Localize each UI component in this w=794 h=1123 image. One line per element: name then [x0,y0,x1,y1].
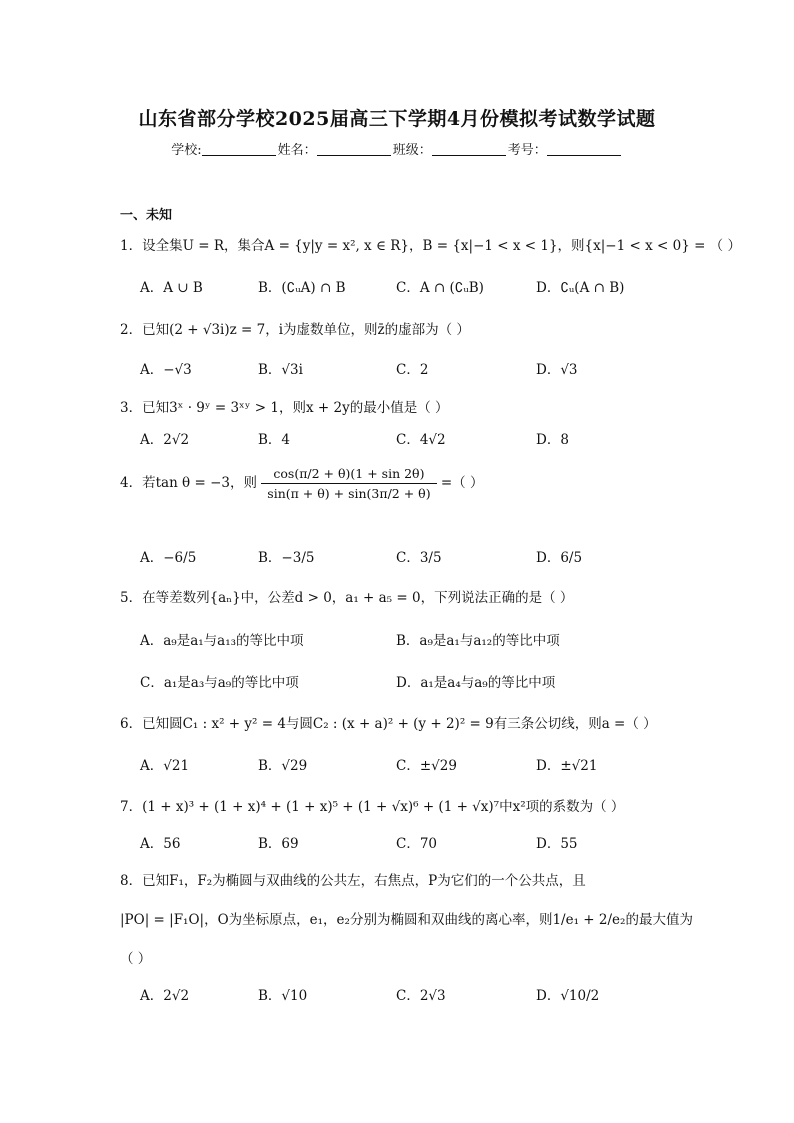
question-1-option-d: D．∁ᵤ(A ∩ B) [536,280,625,296]
question-2-stem: 2．已知(2 + √3i)z = 7，i为虚数单位，则z̄的虚部为（ ） [120,322,470,338]
question-8-expression: 1/e₁ + 2/e₂ [552,912,626,928]
question-3-option-c: C．4√2 [396,432,446,448]
question-4-denominator: sin(π + θ) + sin(3π/2 + θ) [267,486,431,501]
question-4-fraction [261,466,436,501]
question-6-stem: 6．已知圆C₁ : x² + y² = 4与圆C₂ : (x + a)² + (y + 2)² = 9有三条公切线，则a =（ ） [120,716,657,732]
question-8-stem-line-3: （ ） [120,951,152,967]
exam-no-label: 考号： [507,143,547,158]
question-8-stem-line-1: 8．已知F₁，F₂为椭圆与双曲线的公共左，右焦点，P为它们的一个公共点，且 [120,873,586,889]
question-5-option-b: B．a₉是a₁与a₁₂的等比中项 [396,633,560,649]
class-blank[interactable] [432,141,506,156]
question-8-option-c: C．2√3 [396,988,446,1004]
question-6-option-b: B．√29 [258,758,308,774]
question-4-option-c: C．3/5 [396,550,442,566]
question-4-numerator: cos(π/2 + θ)(1 + sin 2θ) [261,466,436,484]
school-label: 学校: [171,143,202,158]
name-blank[interactable] [317,141,391,156]
question-7-option-d: D．55 [536,836,578,852]
question-1-option-a: A．A ∪ B [140,280,203,296]
student-info-line [0,139,794,158]
question-8-option-d: D．√10/2 [536,988,600,1004]
question-5-option-c: C．a₁是a₃与a₉的等比中项 [140,675,299,691]
question-6-option-a: A．√21 [140,758,190,774]
question-1-option-c: C．A ∩ (∁ᵤB) [396,280,484,296]
question-5-option-d: D．a₁是a₄与a₉的等比中项 [396,675,556,691]
question-7-option-b: B．69 [258,836,299,852]
question-4-option-d: D．6/5 [536,550,583,566]
question-4-stem [120,466,483,501]
question-8-option-a: A．2√2 [140,988,190,1004]
question-3-option-b: B．4 [258,432,291,448]
question-7-stem: 7．(1 + x)³ + (1 + x)⁴ + (1 + x)⁵ + (1 + √x)⁶ + (1 + √x)⁷中x²项的系数为（ ） [120,799,625,815]
question-2-option-c: C．2 [396,362,429,378]
question-4-stem-suffix: =（ ） [440,475,484,491]
question-2-option-d: D．√3 [536,362,578,378]
question-1-stem: 1．设全集U = R，集合A = {y|y = x², x ∈ R}，B = {x|−1 < x < 1}，则{x|−1 < x < 0} = （ ） [120,238,741,254]
exam-no-blank[interactable] [547,141,621,156]
question-6-option-d: D．±√21 [536,758,598,774]
question-8-stem-line-2-prefix: |PO| = |F₁O|，O为坐标原点，e₁，e₂分别为椭圆和双曲线的离心率，则 [120,912,553,928]
section-title: 一、未知 [120,208,173,223]
question-6-option-c: C．±√29 [396,758,457,774]
question-4-option-a: A．−6/5 [140,550,197,566]
question-7-option-a: A．56 [140,836,181,852]
question-5-stem: 5．在等差数列{aₙ}中，公差d > 0，a₁ + a₅ = 0，下列说法正确的是（ ） [120,590,574,606]
question-8-stem-line-2-suffix: 的最大值为 [625,912,693,928]
question-1-option-b: B．(∁ᵤA) ∩ B [258,280,346,296]
question-3-stem: 3．已知3ˣ · 9ʸ = 3ˣʸ > 1，则x + 2y的最小值是（ ） [120,400,449,416]
page-title: 山东省部分学校2025届高三下学期4月份模拟考试数学试题 [138,108,656,130]
question-7-option-c: C．70 [396,836,438,852]
class-label: 班级： [392,143,432,158]
school-blank[interactable] [202,141,276,156]
question-2-option-a: A．−√3 [140,362,192,378]
question-4-option-b: B．−3/5 [258,550,315,566]
question-3-option-d: D．8 [536,432,569,448]
question-5-option-a: A．a₉是a₁与a₁₃的等比中项 [140,633,304,649]
name-label: 姓名： [277,143,317,158]
question-2-option-b: B．√3i [258,362,303,378]
question-4-stem-prefix: 4．若tan θ = −3，则 [120,475,257,491]
question-3-option-a: A．2√2 [140,432,190,448]
question-8-option-b: B．√10 [258,988,308,1004]
question-8-stem-line-2 [120,908,693,928]
